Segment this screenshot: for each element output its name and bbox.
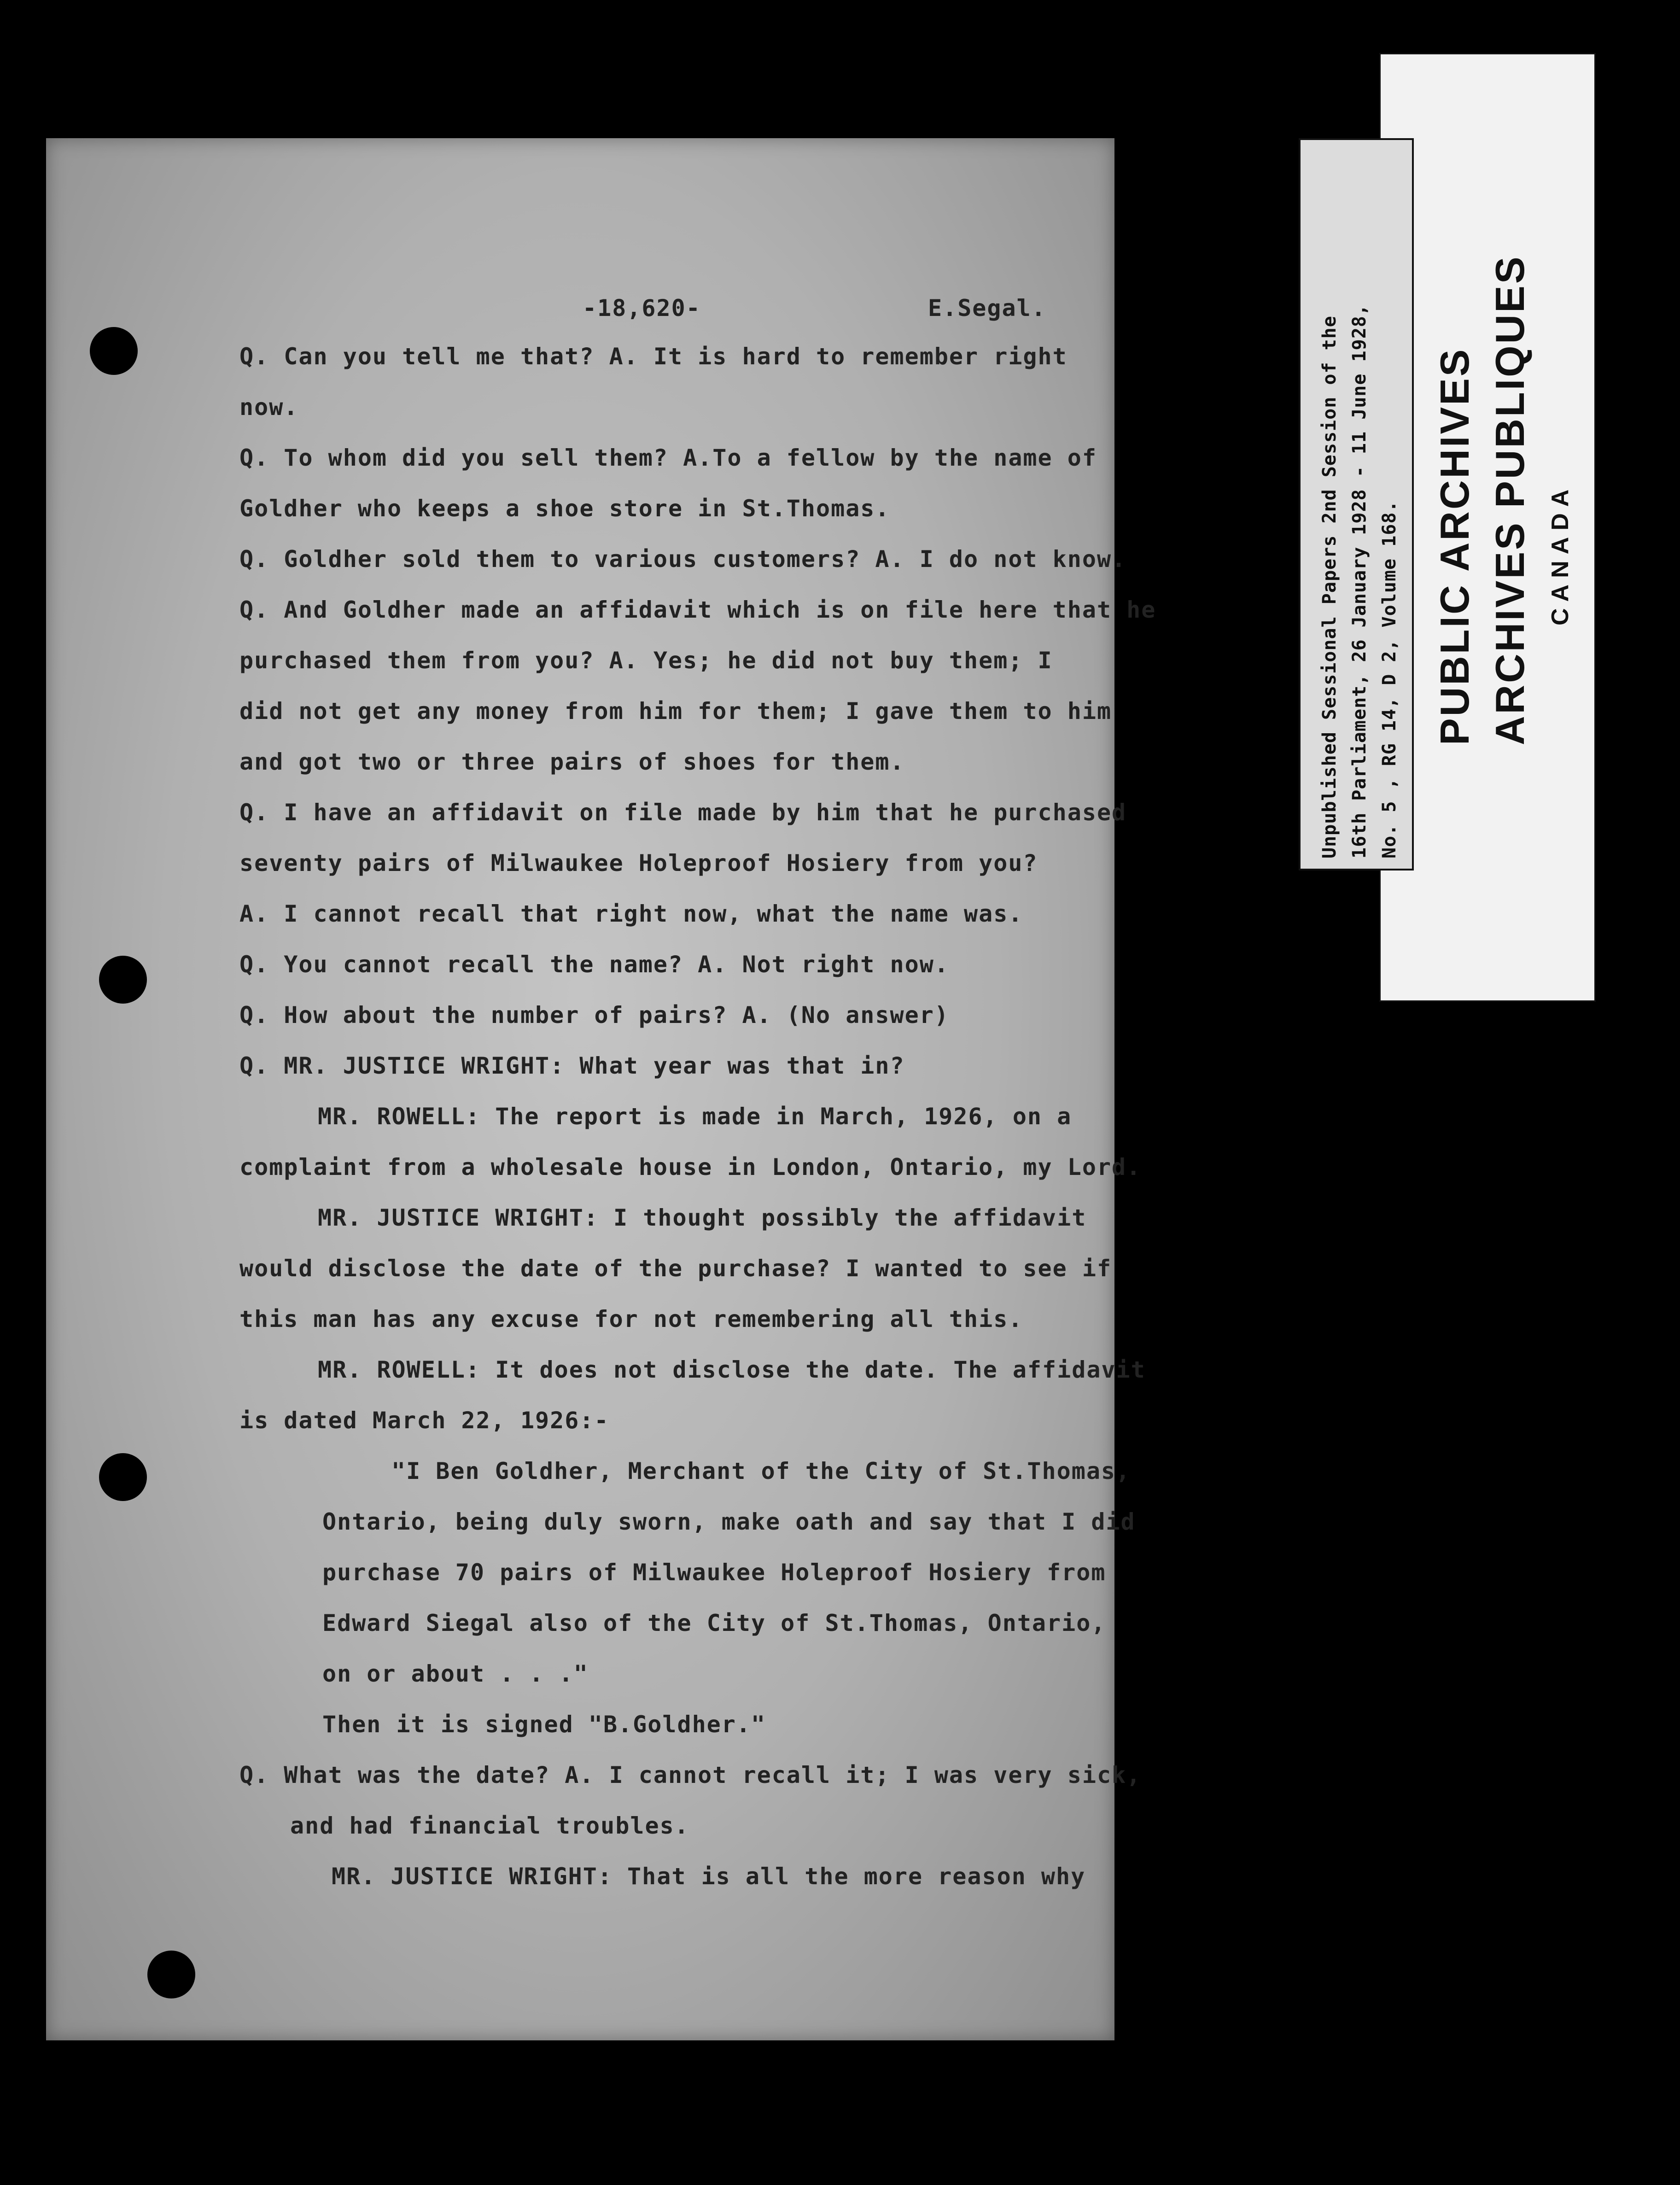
affidavit-quote-line: Ontario, being duly sworn, make oath and say that I did <box>322 1508 1136 1535</box>
transcript-line: this man has any excuse for not remembering all this. <box>239 1306 1023 1332</box>
transcript-line: Q. And Goldher made an affidavit which is on file here that he <box>239 596 1156 623</box>
page-number: -18,620- <box>583 295 701 321</box>
transcript-line: seventy pairs of Milwaukee Holeproof Hosiery from you? <box>239 850 1038 876</box>
transcript-line: complaint from a wholesale house in London, Ontario, my Lord. <box>239 1154 1142 1180</box>
transcript-line: and got two or three pairs of shoes for them. <box>239 748 905 775</box>
transcript-line: Then it is signed "B.Goldher." <box>322 1711 766 1738</box>
transcript-line: Q. Goldher sold them to various customers? A. I do not know. <box>239 546 1127 573</box>
transcript-line: MR. ROWELL: The report is made in March, 1926, on a <box>318 1103 1072 1130</box>
transcript-line: A. I cannot recall that right now, what the name was. <box>239 900 1023 927</box>
affidavit-quote-line: Edward Siegal also of the City of St.Thomas, Ontario, <box>322 1610 1106 1636</box>
transcript-line: Q. How about the number of pairs? A. (No answer) <box>239 1002 949 1028</box>
transcript-line: MR. JUSTICE WRIGHT: That is all the more reason why <box>332 1863 1086 1890</box>
sessional-paper-reference-slip <box>1299 138 1414 870</box>
transcript-line: Q. Can you tell me that? A. It is hard to remember right <box>239 343 1068 370</box>
transcript-line: purchased them from you? A. Yes; he did not buy them; I <box>239 647 1053 674</box>
affidavit-quote-line: on or about . . ." <box>322 1660 589 1687</box>
archives-label-country: CANADA <box>1547 483 1574 625</box>
transcript-line: Q. You cannot recall the name? A. Not right now. <box>239 951 949 978</box>
archives-label-line1: PUBLIC ARCHIVES <box>1432 347 1477 745</box>
transcript-line: did not get any money from him for them; I gave them to him <box>239 698 1112 724</box>
transcript-line: Q. To whom did you sell them? A.To a fellow by the name of <box>239 444 1097 471</box>
archives-label-line2: ARCHIVES PUBLIQUES <box>1487 255 1533 745</box>
transcript-line: now. <box>239 394 299 421</box>
transcript-line: MR. ROWELL: It does not disclose the date. The affidavit <box>318 1356 1146 1383</box>
transcript-line: Q. I have an affidavit on file made by him that he purchased <box>239 799 1127 826</box>
transcript-line: and had financial troubles. <box>290 1812 689 1839</box>
witness-name: E.Segal. <box>928 295 1046 321</box>
transcript-line: Q. What was the date? A. I cannot recall it; I was very sick, <box>239 1762 1142 1788</box>
transcript-line: MR. JUSTICE WRIGHT: I thought possibly the affidavit <box>318 1204 1087 1231</box>
document-page <box>46 138 1156 2040</box>
transcript-line: Goldher who keeps a shoe store in St.Thomas. <box>239 495 890 522</box>
transcript-line: Q. MR. JUSTICE WRIGHT: What year was that in? <box>239 1052 905 1079</box>
transcript-text <box>46 138 1156 2040</box>
reference-line: Unpublished Sessional Papers 2nd Session of the <box>1319 315 1340 859</box>
reference-line: No. 5 , RG 14, D 2, Volume 168. <box>1379 500 1400 859</box>
transcript-line: would disclose the date of the purchase? I wanted to see if <box>239 1255 1112 1282</box>
affidavit-quote-line: purchase 70 pairs of Milwaukee Holeproof Hosiery from <box>322 1559 1106 1586</box>
transcript-line: is dated March 22, 1926:- <box>239 1407 609 1434</box>
reference-line: 16th Parliament, 26 January 1928 - 11 June 1928, <box>1349 304 1370 859</box>
affidavit-quote-line: "I Ben Goldher, Merchant of the City of St.Thomas, <box>391 1458 1131 1484</box>
